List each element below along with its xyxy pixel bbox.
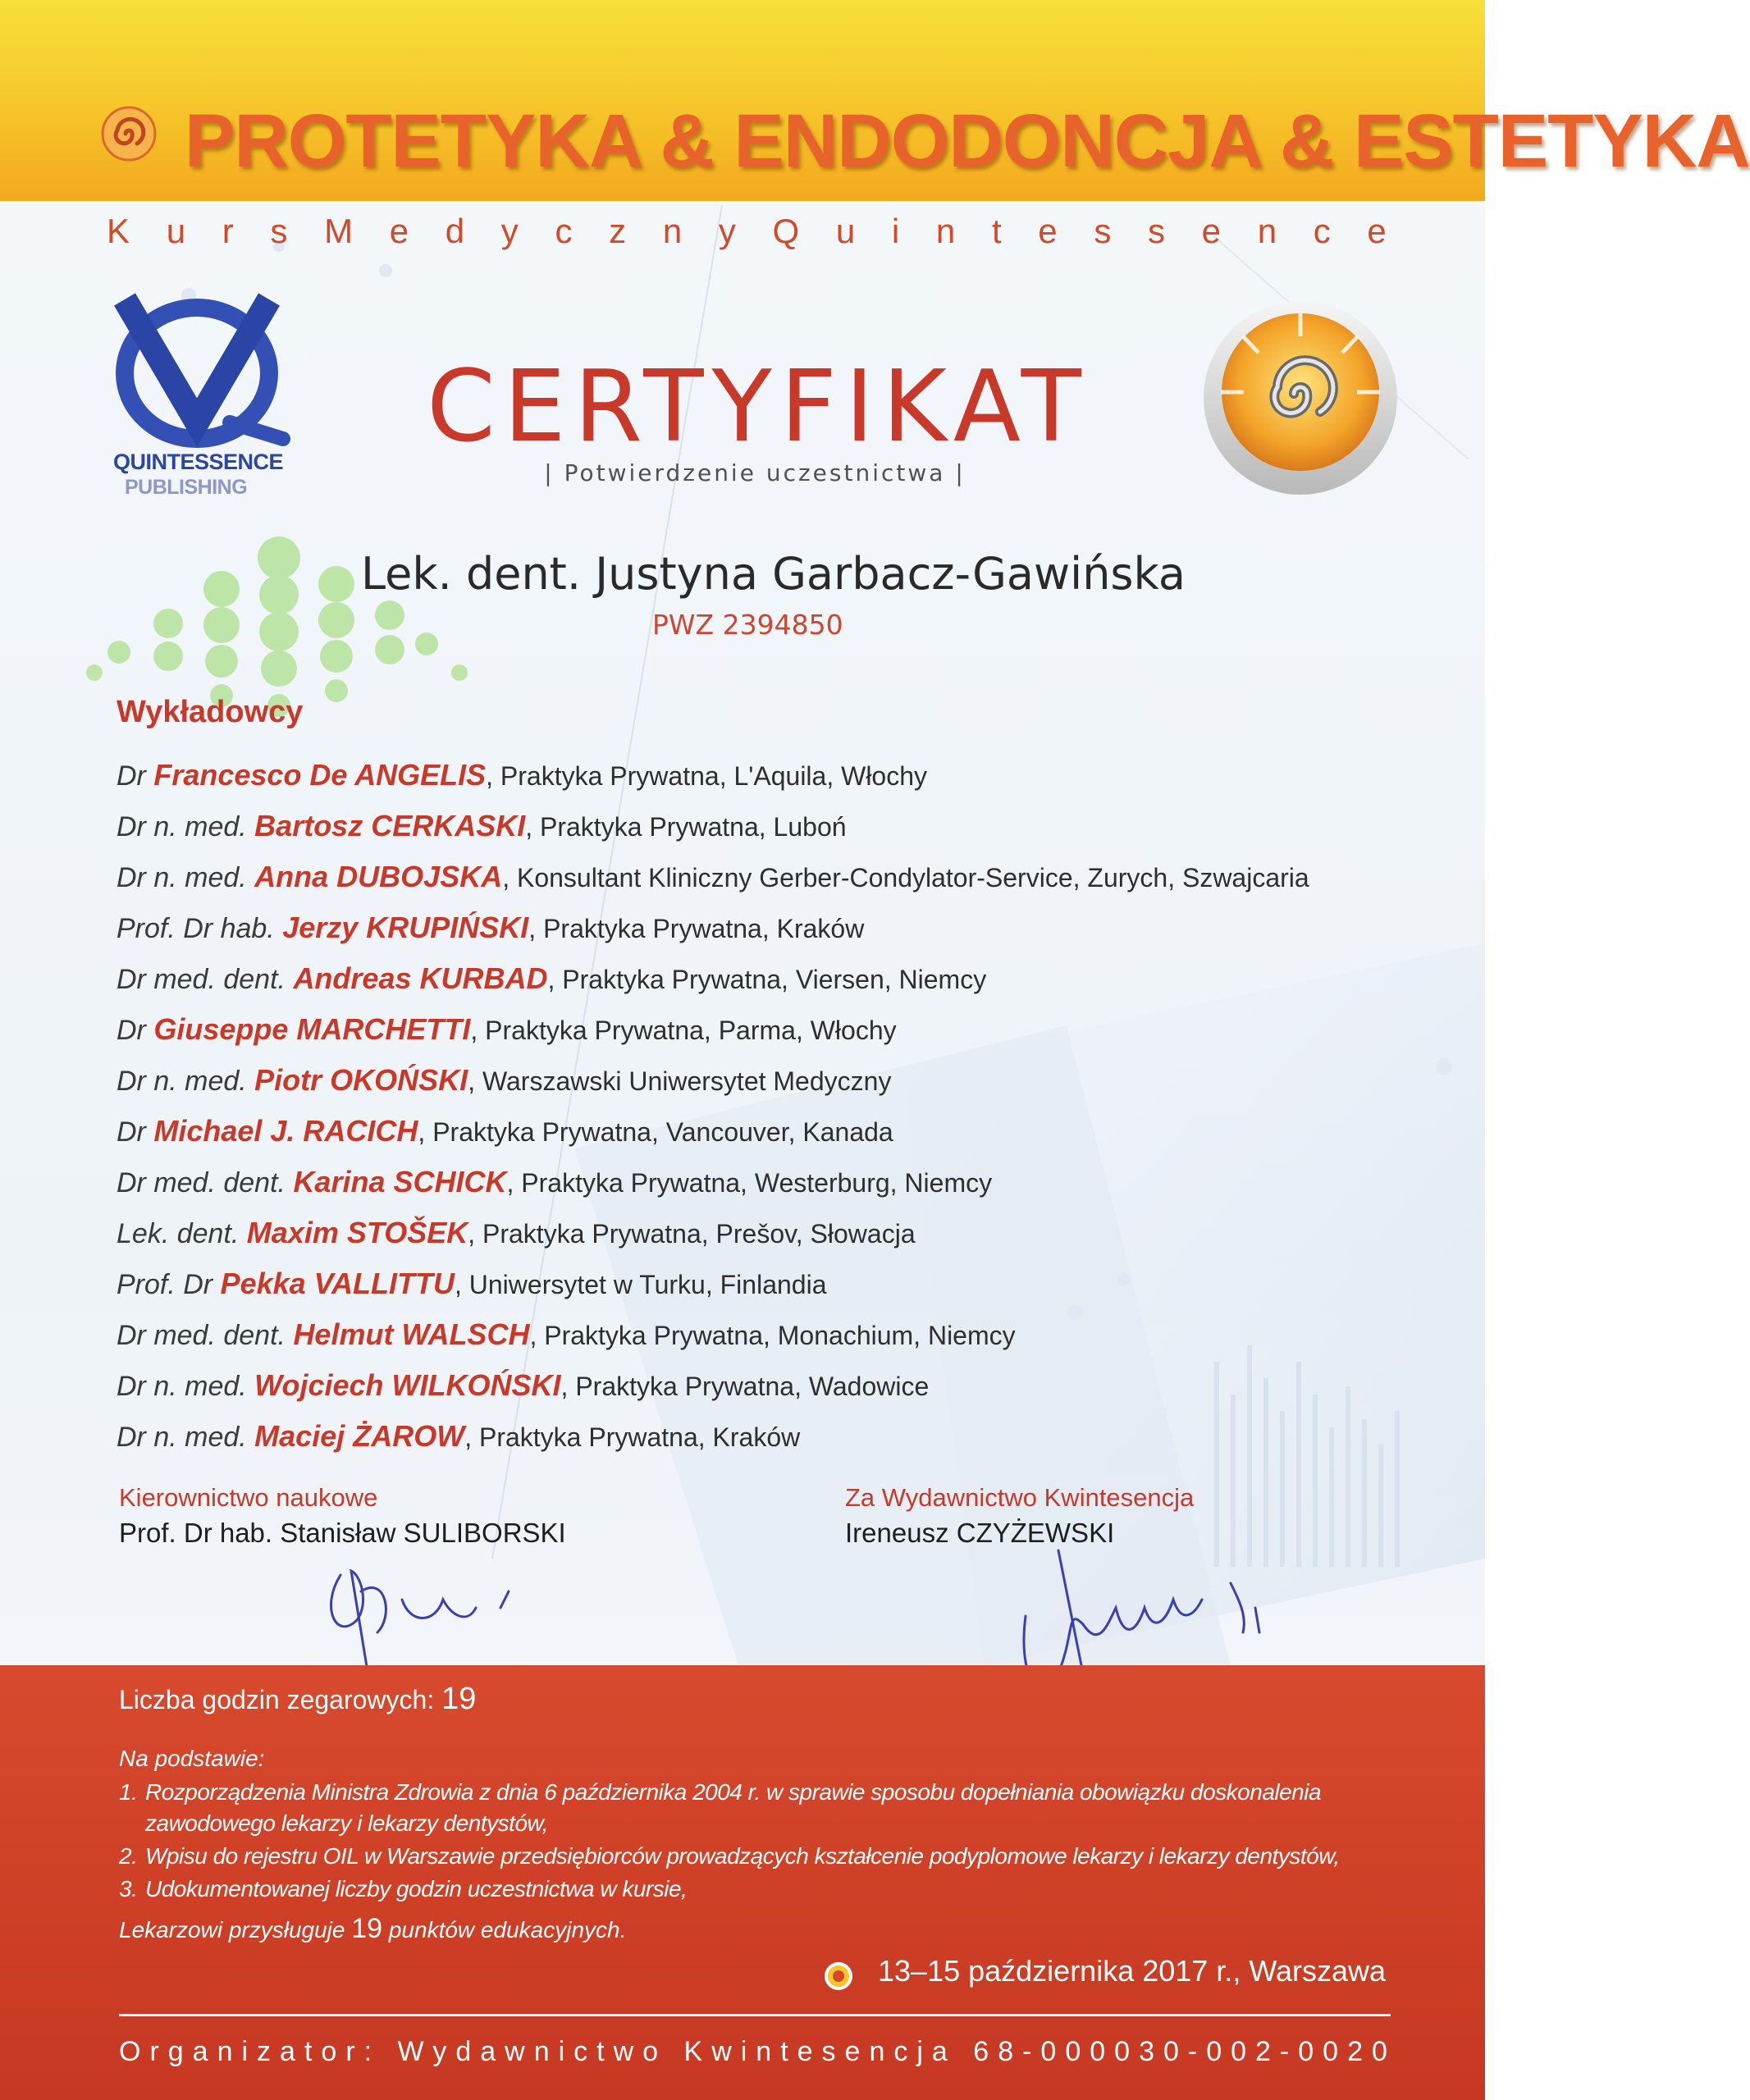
points-line bbox=[119, 1913, 626, 1945]
points-suffix: punktów edukacyjnych. bbox=[388, 1917, 627, 1942]
basis-item-continuation: zawodowego lekarzy i lekarzy dentystów, bbox=[145, 1810, 548, 1836]
publisher-label: Za Wydawnictwo Kwintesencja bbox=[845, 1483, 1195, 1512]
course-line-letter: n bbox=[935, 212, 956, 250]
publisher-representative-name: Ireneusz CZYŻEWSKI bbox=[845, 1518, 1115, 1548]
lecturer-name: Maciej ŻAROW bbox=[254, 1419, 465, 1453]
lecturer-name: Maxim STOŠEK bbox=[246, 1216, 468, 1249]
logo-text-publishing: PUBLISHING bbox=[125, 476, 248, 499]
course-line-letter: y bbox=[500, 212, 519, 250]
lecturer-row bbox=[117, 1157, 1388, 1208]
lecturer-name: Helmut WALSCH bbox=[293, 1317, 530, 1351]
lecturer-name: Giuseppe MARCHETTI bbox=[153, 1012, 471, 1046]
lecturer-affiliation: , Warszawski Uniwersytet Medyczny bbox=[468, 1066, 892, 1096]
lecturer-name: Andreas KURBAD bbox=[293, 961, 548, 995]
course-line-letter: z bbox=[609, 212, 627, 250]
points-value: 19 bbox=[351, 1913, 383, 1944]
hours-line bbox=[119, 1682, 476, 1717]
lecturer-title: Dr med. dent. bbox=[117, 964, 286, 995]
course-line-letter: c bbox=[555, 212, 573, 250]
scientific-direction-label: Kierownictwo naukowe bbox=[119, 1483, 378, 1512]
course-line-letter: s bbox=[1147, 212, 1165, 250]
lecturer-affiliation: , Praktyka Prywatna, Viersen, Niemcy bbox=[547, 965, 987, 994]
lecturer-row bbox=[117, 1258, 1388, 1309]
lecturer-affiliation: , Praktyka Prywatna, Kraków bbox=[464, 1422, 801, 1452]
basis-item-text: Rozporządzenia Ministra Zdrowia z dnia 6 października 2004 r. w sprawie sposobu dopełniania obowiązku doskonalenia bbox=[145, 1779, 1322, 1805]
lecturer-title: Dr n. med. bbox=[117, 1422, 247, 1453]
banner-title: PROTETYKA & ENDODONCJA & ESTETYKA bbox=[185, 99, 1750, 183]
basis-item-index: 1. bbox=[119, 1779, 138, 1805]
course-line-letter: e bbox=[1201, 212, 1222, 250]
lecturer-affiliation: , Praktyka Prywatna, Monachium, Niemcy bbox=[529, 1321, 1016, 1350]
recipient-name: Lek. dent. Justyna Garbacz-Gawińska bbox=[361, 548, 1186, 600]
recipient-pwz: PWZ 2394850 bbox=[652, 609, 843, 641]
basis-item bbox=[119, 1874, 1399, 1905]
course-line-letter: u bbox=[166, 212, 186, 250]
lecturer-name: Anna DUBOJSKA bbox=[254, 860, 503, 893]
lecturer-row bbox=[117, 1309, 1388, 1360]
lecturer-row bbox=[117, 750, 1388, 801]
top-banner bbox=[0, 0, 1750, 201]
course-line-letter: t bbox=[991, 212, 1002, 250]
lecturers-heading: Wykładowcy bbox=[117, 695, 304, 729]
lecturers-list bbox=[117, 750, 1388, 1462]
lecturer-name: Pekka VALLITTU bbox=[220, 1267, 455, 1300]
lecturer-title: Lek. dent. bbox=[117, 1218, 240, 1249]
lecturer-title: Dr med. dent. bbox=[117, 1320, 286, 1351]
logo-text-quintessence: QUINTESSENCE bbox=[113, 450, 284, 474]
lecturer-row bbox=[117, 1411, 1388, 1462]
spiral-icon bbox=[100, 105, 158, 162]
course-line-letter: d bbox=[445, 212, 465, 250]
certificate-title: CERTYFIKAT bbox=[427, 350, 1090, 464]
hours-value: 19 bbox=[441, 1682, 477, 1716]
lecturer-name: Jerzy KRUPIŃSKI bbox=[282, 911, 529, 944]
basis-list bbox=[119, 1777, 1399, 1906]
lecturer-row bbox=[117, 1360, 1388, 1411]
lecturer-row bbox=[117, 902, 1388, 953]
course-line-letter: c bbox=[1313, 212, 1331, 250]
lecturer-title: Dr bbox=[117, 1116, 146, 1148]
basis-item-text: Wpisu do rejestru OIL w Warszawie przedsiębiorców prowadzących kształcenie podyplomowe lekarzy i lekarzy dentystów, bbox=[145, 1843, 1340, 1869]
course-line bbox=[107, 212, 1387, 251]
course-line-letter: n bbox=[1257, 212, 1277, 250]
lecturer-row bbox=[117, 1004, 1388, 1055]
lecturer-title: Prof. Dr hab. bbox=[117, 913, 275, 944]
lecturer-affiliation: , Uniwersytet w Turku, Finlandia bbox=[454, 1270, 827, 1299]
divider bbox=[119, 2014, 1391, 2016]
lecturer-row bbox=[117, 1208, 1388, 1258]
lecturer-affiliation: , Praktyka Prywatna, Prešov, Słowacja bbox=[468, 1219, 916, 1249]
ring-bullet-icon bbox=[823, 1961, 854, 1992]
basis-item-text: Udokumentowanej liczby godzin uczestnictwa w kursie, bbox=[145, 1876, 688, 1901]
lecturer-affiliation: , Praktyka Prywatna, Luboń bbox=[525, 812, 847, 842]
course-line-letter: e bbox=[1367, 212, 1387, 250]
lecturer-name: Bartosz CERKASKI bbox=[254, 809, 526, 842]
lecturer-affiliation: , Praktyka Prywatna, Kraków bbox=[528, 914, 865, 943]
lecturer-affiliation: , Praktyka Prywatna, Wadowice bbox=[560, 1372, 930, 1401]
lecturer-title: Dr n. med. bbox=[117, 811, 247, 842]
course-line-letter: u bbox=[835, 212, 856, 250]
course-line-letter: r bbox=[222, 212, 234, 250]
lecturer-row bbox=[117, 801, 1388, 851]
lecturer-name: Michael J. RACICH bbox=[153, 1114, 418, 1148]
lecturer-name: Piotr OKOŃSKI bbox=[254, 1063, 468, 1097]
lecturer-affiliation: , Praktyka Prywatna, Vancouver, Kanada bbox=[418, 1117, 893, 1147]
lecturer-affiliation: , Konsultant Kliniczny Gerber-Condylator-Service, Zurych, Szwajcaria bbox=[502, 863, 1309, 892]
course-line-letter: K bbox=[107, 212, 130, 250]
course-line-letter: e bbox=[1038, 212, 1058, 250]
basis-item-index: 3. bbox=[119, 1876, 138, 1901]
organizer-line: Organizator: Wydawnictwo Kwintesencja 68-000030-002-0020 bbox=[119, 2036, 1396, 2067]
lecturer-title: Dr n. med. bbox=[117, 1066, 247, 1097]
course-line-letter: e bbox=[389, 212, 409, 250]
lecturer-title: Dr n. med. bbox=[117, 1371, 247, 1402]
lecturer-row bbox=[117, 851, 1388, 902]
lecturer-title: Prof. Dr bbox=[117, 1269, 213, 1300]
course-line-letter: n bbox=[662, 212, 683, 250]
basis-label: Na podstawie: bbox=[119, 1746, 265, 1771]
course-line-letter: s bbox=[270, 212, 288, 250]
lecturer-name: Karina SCHICK bbox=[293, 1165, 507, 1198]
lecturer-title: Dr med. dent. bbox=[117, 1167, 286, 1198]
course-line-letter: s bbox=[1094, 212, 1112, 250]
basis-item bbox=[119, 1777, 1399, 1839]
basis-item-index: 2. bbox=[119, 1843, 138, 1869]
signature-left bbox=[312, 1542, 525, 1682]
lecturer-affiliation: , Praktyka Prywatna, Westerburg, Niemcy bbox=[506, 1168, 993, 1198]
certificate-subtitle: | Potwierdzenie uczestnictwa | bbox=[544, 459, 966, 486]
lecturer-row bbox=[117, 1055, 1388, 1106]
course-line-letter: i bbox=[891, 212, 900, 250]
lecturer-affiliation: , Praktyka Prywatna, Parma, Włochy bbox=[470, 1016, 897, 1045]
course-line-letter: y bbox=[718, 212, 736, 250]
hours-label: Liczba godzin zegarowych: bbox=[119, 1685, 435, 1714]
lecturer-name: Wojciech WILKOŃSKI bbox=[254, 1368, 561, 1402]
lecturer-title: Dr bbox=[117, 760, 146, 792]
date-place: 13–15 października 2017 r., Warszawa bbox=[878, 1954, 1387, 1988]
basis-item bbox=[119, 1841, 1399, 1872]
course-line-letter: M bbox=[324, 212, 354, 250]
lecturer-title: Dr bbox=[117, 1015, 146, 1046]
lecturer-row bbox=[117, 1106, 1388, 1157]
scientific-director-name: Prof. Dr hab. Stanisław SULIBORSKI bbox=[119, 1518, 566, 1548]
lecturer-affiliation: , Praktyka Prywatna, L'Aquila, Włochy bbox=[486, 761, 928, 791]
lecturer-title: Dr n. med. bbox=[117, 862, 247, 893]
points-prefix: Lekarzowi przysługuje bbox=[119, 1917, 345, 1942]
lecturer-row bbox=[117, 953, 1388, 1004]
lecturer-name: Francesco De ANGELIS bbox=[153, 758, 487, 792]
spiral-sun-logo-icon bbox=[1198, 295, 1403, 500]
course-line-letter: Q bbox=[772, 212, 800, 250]
